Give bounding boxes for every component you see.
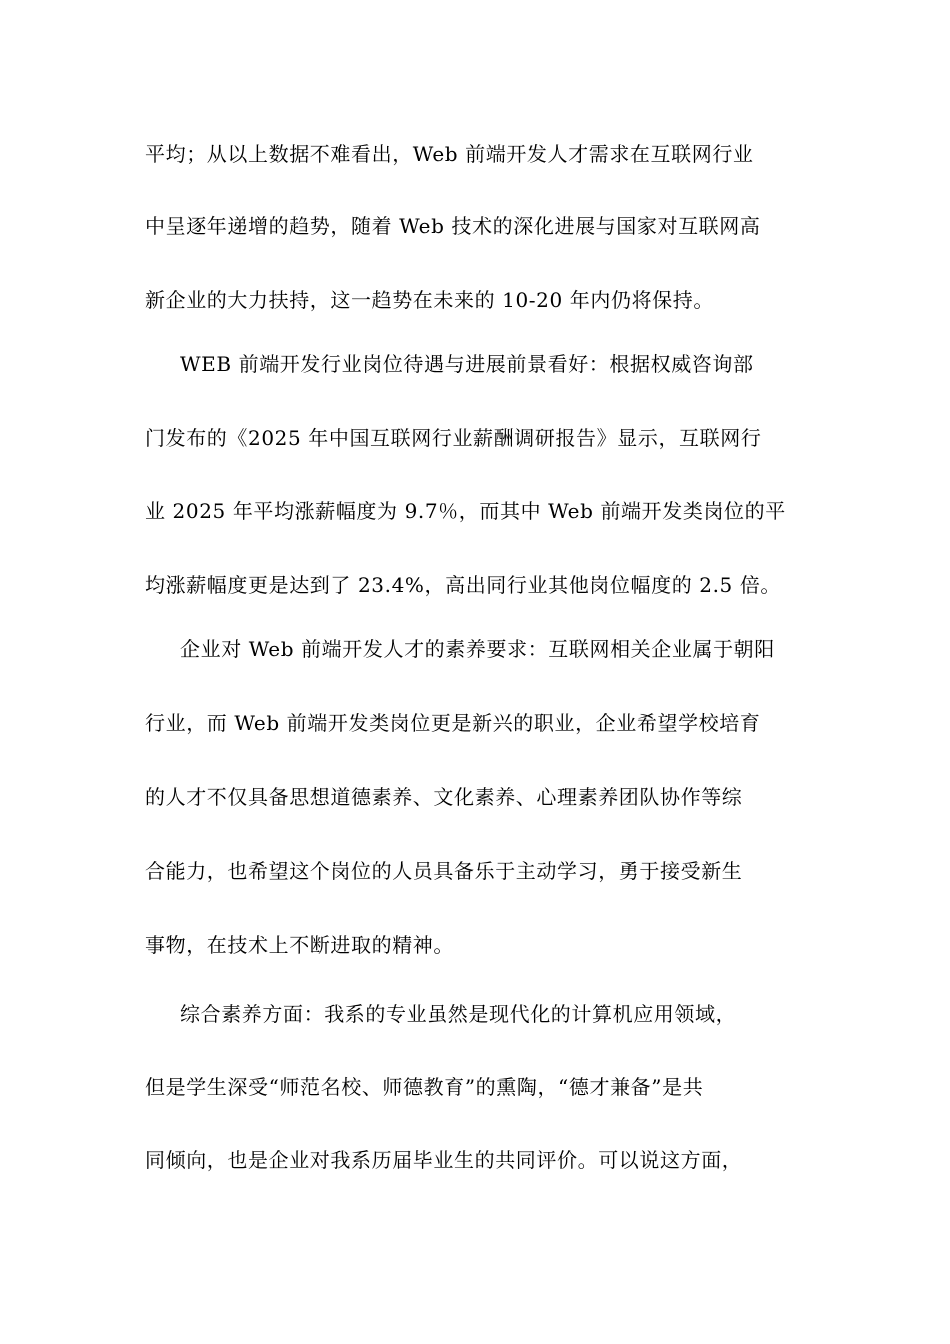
text-line-15: 同倾向，也是企业对我系历届毕业生的共同评价。可以说这方面， [145, 1148, 743, 1172]
text-line-1: 平均；从以上数据不难看出，Web 前端开发人才需求在互联网行业 [145, 142, 754, 166]
text-line-12: 事物，在技术上不断进取的精神。 [145, 933, 454, 957]
text-line-13: 综合素养方面：我系的专业虽然是现代化的计算机应用领域， [180, 1002, 737, 1026]
text-line-14: 但是学生深受“师范名校、师德教育”的熏陶，“德才兼备”是共 [145, 1075, 704, 1099]
text-line-3: 新企业的大力扶持，这一趋势在未来的 10-20 年内仍将保持。 [145, 288, 714, 312]
text-line-2: 中呈逐年递增的趋势，随着 Web 技术的深化进展与国家对互联网高 [145, 214, 761, 238]
text-line-11: 合能力，也希望这个岗位的人员具备乐于主动学习，勇于接受新生 [145, 859, 743, 883]
text-line-8: 企业对 Web 前端开发人才的素养要求：互联网相关企业属于朝阳 [180, 637, 775, 661]
text-line-9: 行业，而 Web 前端开发类岗位更是新兴的职业，企业希望学校培育 [145, 711, 761, 735]
text-line-7: 均涨薪幅度更是达到了 23.4%，高出同行业其他岗位幅度的 2.5 倍。 [145, 573, 782, 597]
text-line-4: WEB 前端开发行业岗位待遇与进展前景看好：根据权威咨询部 [180, 352, 754, 376]
text-line-10: 的人才不仅具备思想道德素养、文化素养、心理素养团队协作等综 [145, 785, 743, 809]
text-line-5: 门发布的《2025 年中国互联网行业薪酬调研报告》显示，互联网行 [145, 426, 762, 450]
text-line-6: 业 2025 年平均涨薪幅度为 9.7％，而其中 Web 前端开发类岗位的平 [145, 499, 786, 523]
